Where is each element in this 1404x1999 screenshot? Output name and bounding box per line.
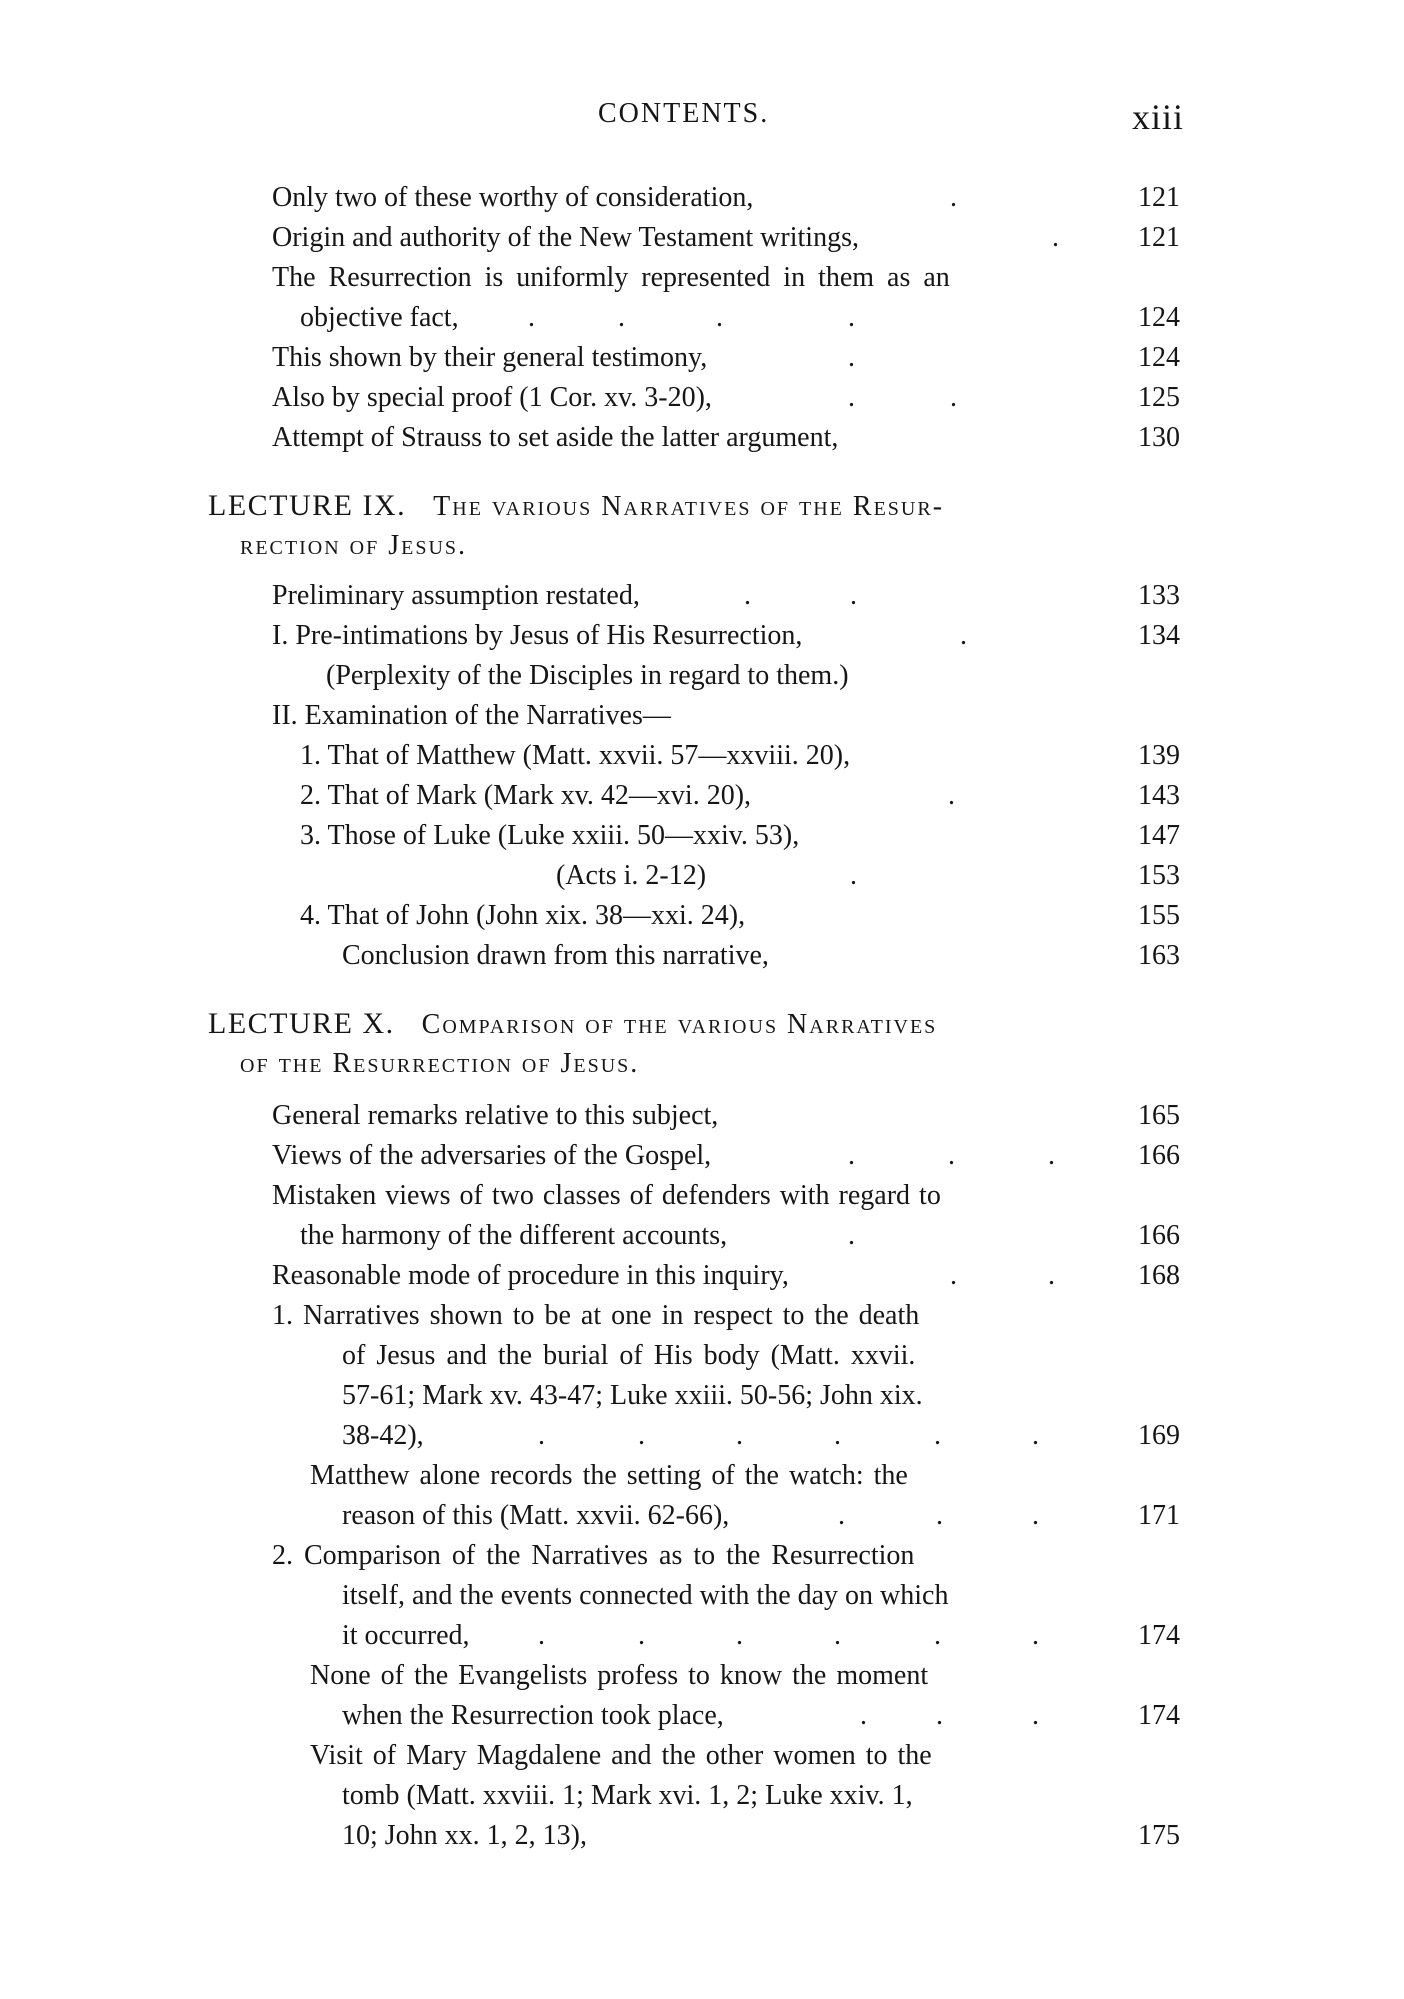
toc-entry: objective fact, . . . . 124: [300, 302, 1180, 333]
toc-entry: (Perplexity of the Disciples in regard to them.): [326, 660, 849, 691]
toc-entry: reason of this (Matt. xxvii. 62-66), . . . 171: [342, 1500, 1180, 1531]
toc-entry: 3. Those of Luke (Luke xxiii. 50—xxiv. 53), 147: [300, 820, 1180, 851]
toc-entry: 38-42), . . . . . . 169: [342, 1420, 1180, 1451]
toc-entry: Conclusion drawn from this narrative, 163: [342, 940, 1180, 971]
toc-entry: of Jesus and the burial of His body (Matt. xxvii.: [342, 1340, 916, 1371]
toc-entry: Also by special proof (1 Cor. xv. 3-20), . . 125: [272, 382, 1180, 413]
toc-entry: 4. That of John (John xix. 38—xxi. 24), 155: [300, 900, 1180, 931]
lecture-heading: LECTURE IX. The various Narratives of the Resur-: [208, 489, 945, 522]
toc-entry: 10; John xx. 1, 2, 13), 175: [342, 1820, 1180, 1851]
toc-entry: when the Resurrection took place, . . . 174: [342, 1700, 1180, 1731]
toc-entry: Reasonable mode of procedure in this inquiry, . . 168: [272, 1260, 1180, 1291]
toc-entry: II. Examination of the Narratives—: [272, 700, 671, 731]
toc-entry: 2. Comparison of the Narratives as to the Resurrection: [272, 1540, 915, 1571]
toc-entry: 2. That of Mark (Mark xv. 42—xvi. 20), . 143: [300, 780, 1180, 811]
page-number: xiii: [1131, 97, 1184, 137]
lecture-heading-continued: of the Resurrection of Jesus.: [240, 1048, 640, 1079]
lecture-heading-continued: rection of Jesus.: [240, 530, 468, 561]
toc-entry: None of the Evangelists profess to know the moment: [310, 1660, 929, 1691]
toc-entry: Mistaken views of two classes of defenders with regard to: [272, 1180, 941, 1211]
toc-entry: Visit of Mary Magdalene and the other women to the: [310, 1740, 932, 1771]
toc-entry: 1. That of Matthew (Matt. xxvii. 57—xxviii. 20), 139: [300, 740, 1180, 771]
toc-entry: tomb (Matt. xxviii. 1; Mark xvi. 1, 2; Luke xxiv. 1,: [342, 1780, 913, 1811]
page-title: CONTENTS.: [598, 98, 770, 129]
toc-entry: I. Pre-intimations by Jesus of His Resurrection, . 134: [272, 620, 1180, 651]
lecture-heading: LECTURE X. Comparison of the various Narratives: [208, 1007, 938, 1040]
toc-entry: 1. Narratives shown to be at one in respect to the death: [272, 1300, 920, 1331]
toc-entry: it occurred, . . . . . . 174: [342, 1620, 1180, 1651]
toc-entry: 57-61; Mark xv. 43-47; Luke xxiii. 50-56; John xix.: [342, 1380, 923, 1411]
toc-entry: The Resurrection is uniformly represented in them as an: [272, 262, 950, 293]
running-head: [0, 98, 1404, 148]
toc-entry: Only two of these worthy of consideration, . 121: [272, 182, 1180, 213]
toc-entry: the harmony of the different accounts, . 166: [300, 1220, 1180, 1251]
toc-entry: Preliminary assumption restated, . . 133: [272, 580, 1180, 611]
toc-entry: This shown by their general testimony, . 124: [272, 342, 1180, 373]
toc-entry: Matthew alone records the setting of the watch: the: [310, 1460, 908, 1491]
toc-entry: Origin and authority of the New Testament writings, . 121: [272, 222, 1180, 253]
toc-entry: General remarks relative to this subject, 165: [272, 1100, 1180, 1131]
toc-entry: (Acts i. 2-12) . 153: [556, 860, 1180, 891]
toc-entry: Views of the adversaries of the Gospel, . . . 166: [272, 1140, 1180, 1171]
toc-entry: itself, and the events connected with the day on which: [342, 1580, 949, 1611]
toc-entry: Attempt of Strauss to set aside the latter argument, 130: [272, 422, 1180, 453]
